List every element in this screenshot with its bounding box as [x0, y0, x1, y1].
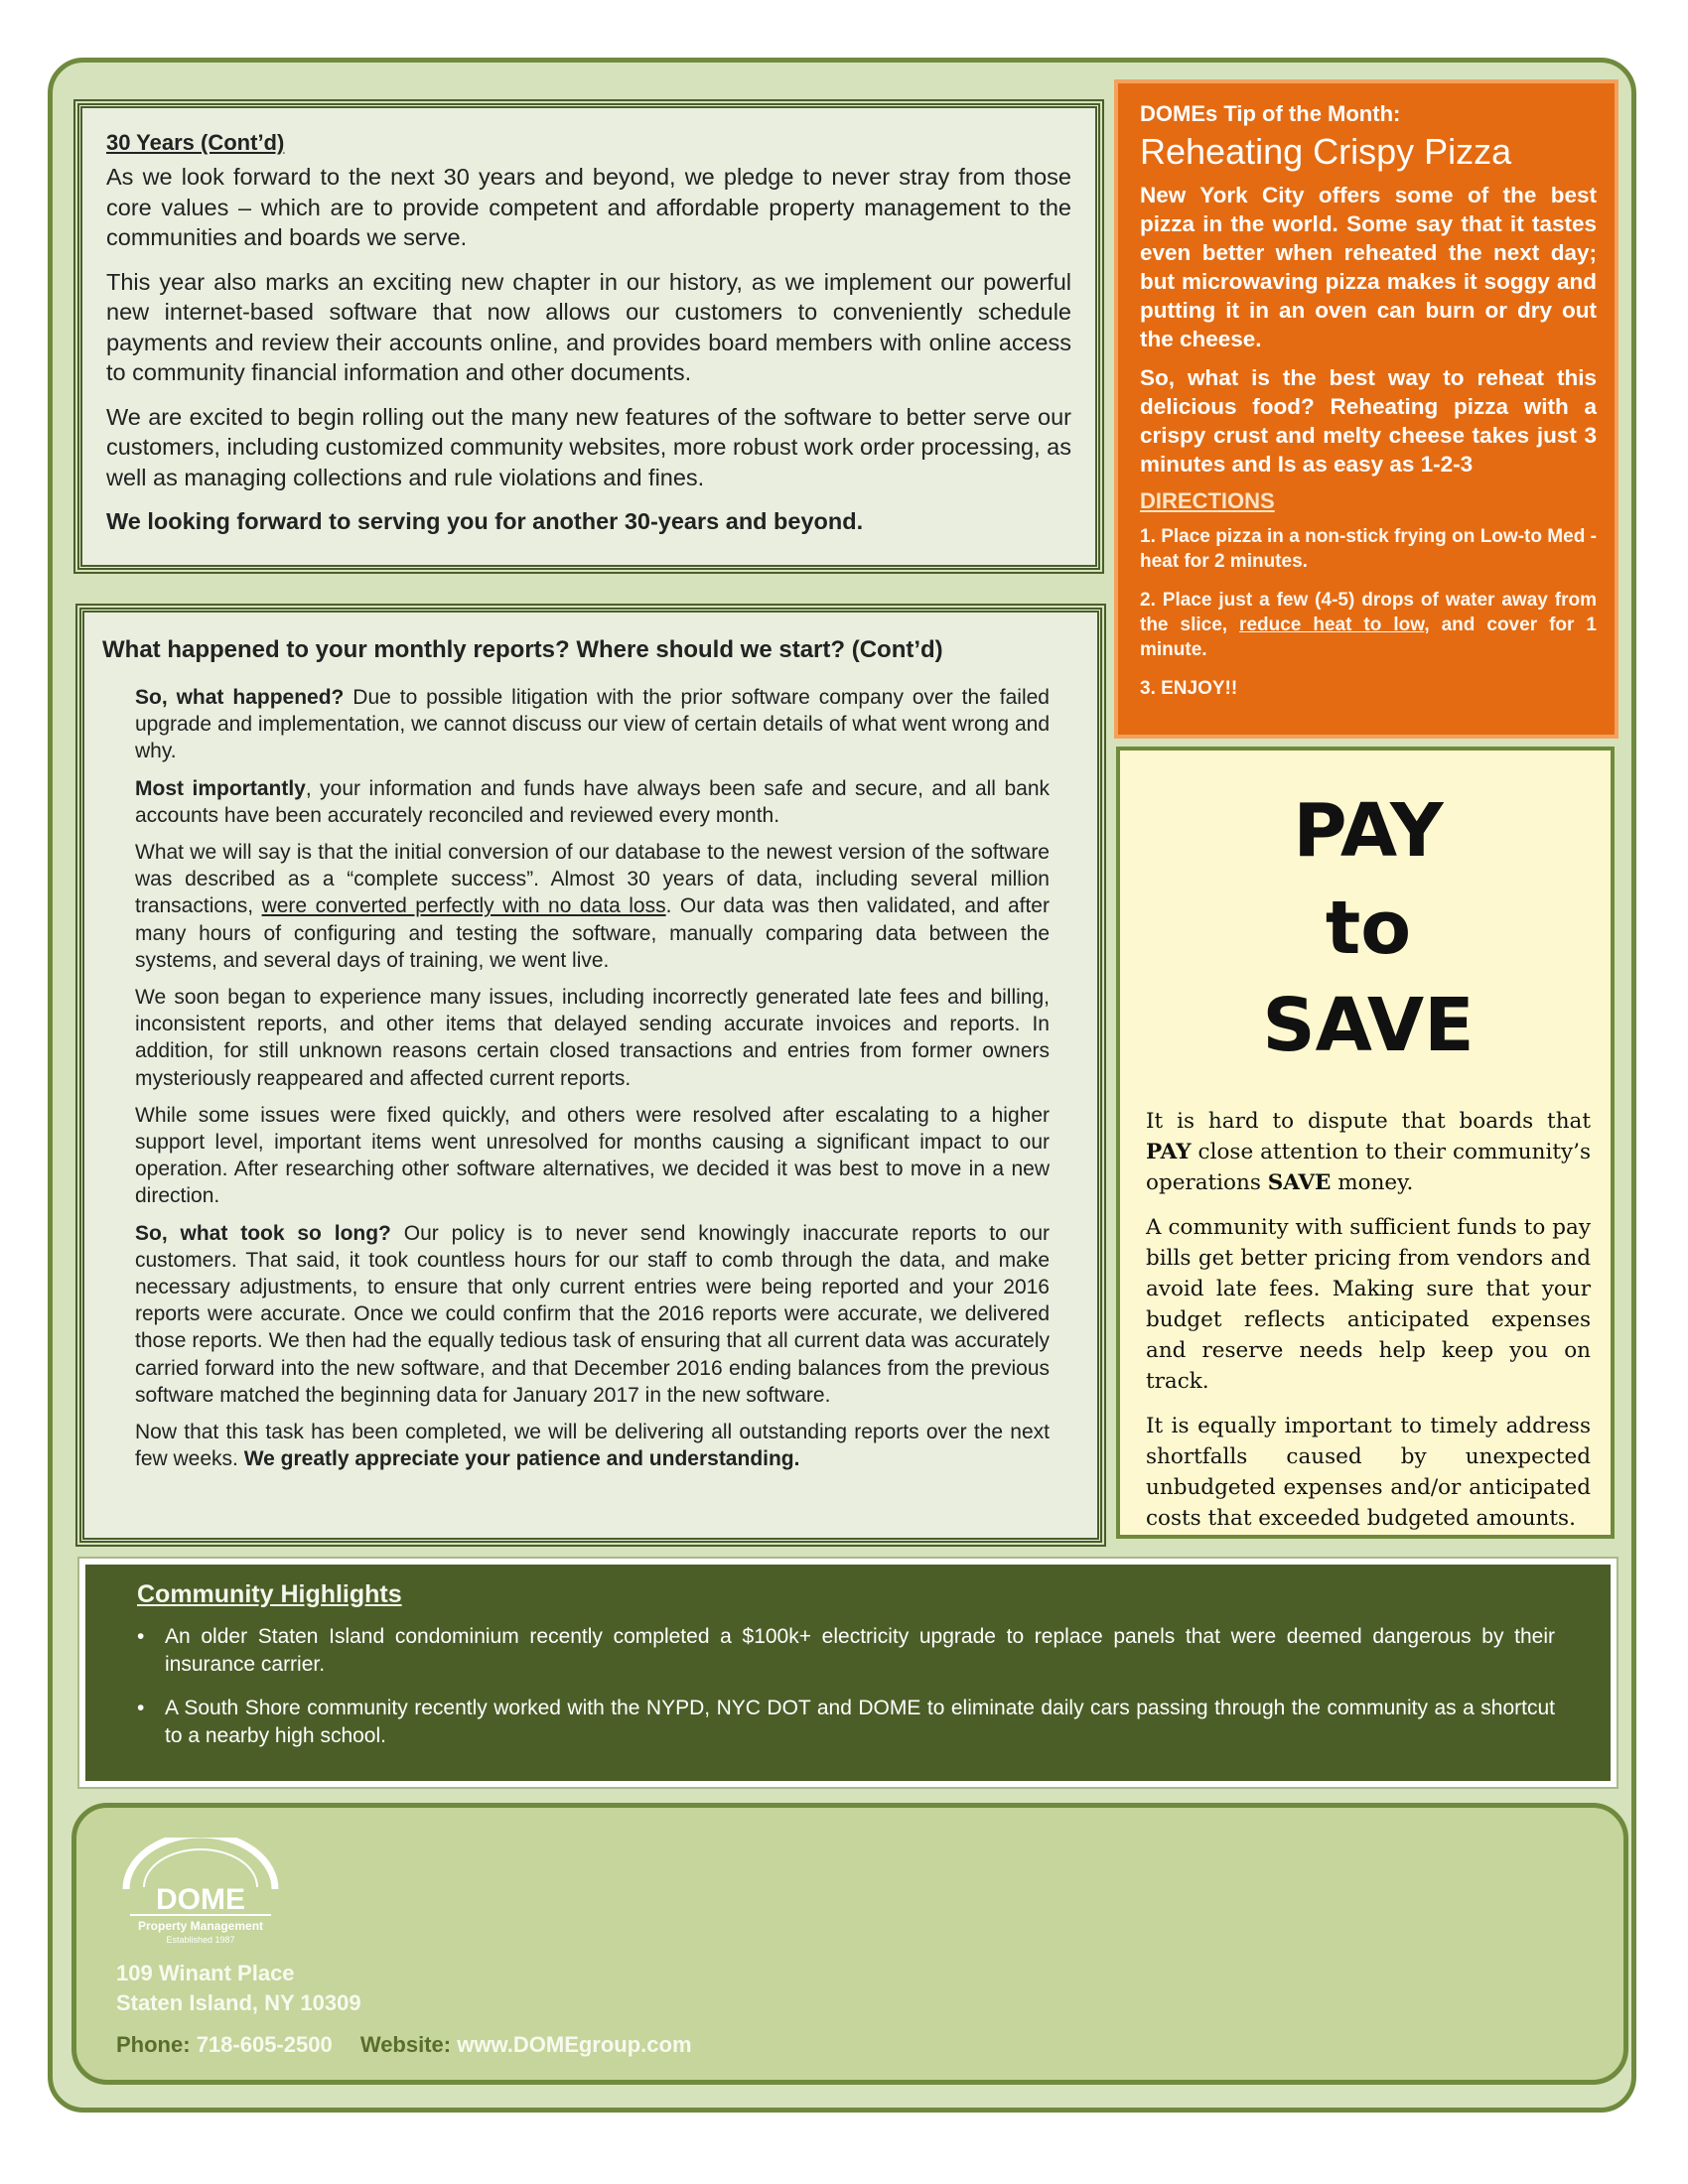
pay-paragraph: A community with sufficient funds to pay bills get better pricing from vendors and avoid late fees. Making sure that your budget reflects anticipated expenses and reserve needs help keep you on track.	[1146, 1215, 1591, 1394]
website-label: Website:	[359, 2032, 452, 2057]
directions-heading: DIRECTIONS	[1140, 488, 1275, 513]
website-link[interactable]: www.DOMEgroup.com	[457, 2032, 692, 2057]
thirty-years-heading: 30 Years (Cont’d)	[106, 130, 285, 155]
reports-paragraph: We soon began to experience many issues, including incorrectly generated late fees and billing, inconsistent reports, and other items that delayed sending accurate invoices and reports. In addition, for still unknown reasons certain closed transactions and entries from former owners mysteriously reappeared and affected current reports.	[135, 986, 1050, 1090]
reports-lead: Most importantly	[135, 776, 306, 800]
reports-paragraph	[135, 1220, 1050, 1409]
reports-paragraph	[135, 775, 1050, 829]
highlights-list	[137, 1623, 1555, 1750]
tip-paragraph: New York City offers some of the best pizza in the world. Some say that it tastes even better when reheated the next day; but microwaving pizza makes it soggy and putting it in an oven can burn or dry out the cheese.	[1140, 183, 1597, 351]
address-block	[116, 1959, 361, 2018]
community-highlights-section	[79, 1559, 1617, 1787]
reports-paragraph: While some issues were fixed quickly, and others were resolved after escalating to a higher support level, important items went unresolved for months causing a significant impact to our operation. After researching other software alternatives, we decided it was best to move in a new direction.	[135, 1103, 1050, 1208]
pay-text: It is hard to dispute that boards that	[1146, 1109, 1591, 1134]
reports-text: What we will say is that the initial conversion of our database to the newest version of the software was described as a “complete success”. Almost 30 years of data, including several million transactions,	[135, 841, 1050, 918]
thirty-years-paragraph: As we look forward to the next 30 years and beyond, we pledge to never stray from those core values – which are to provide competent and affordable property management to the communities and boards we serve.	[106, 164, 1071, 250]
footer-section	[71, 1803, 1628, 2085]
list-item	[137, 1623, 1555, 1679]
highlight-text: A South Shore community recently worked with the NYPD, NYC DOT and DOME to eliminate daily cars passing through the community as a shortcut to a nearby high school.	[165, 1697, 1555, 1747]
dome-inner-arc-icon	[144, 1849, 257, 1887]
highlight-text: An older Staten Island condominium recently completed a $100k+ electricity upgrade to replace panels that were deemed dangerous by their insurance carrier.	[165, 1625, 1555, 1676]
bullet-icon: •	[137, 1625, 145, 1648]
reports-text: , your information and funds have always been safe and secure, and all bank accounts have been accurately reconciled and reviewed every month.	[135, 776, 1051, 827]
logo-name: DOME	[156, 1883, 245, 1916]
dome-logo	[116, 1838, 285, 1947]
reports-title: What happened to your monthly reports? Where should we start? (Cont’d)	[102, 636, 943, 663]
reports-text: . Our data was then validated, and after many hours of configuring and testing the software, manually comparing data between the systems, and several days of training, we went live.	[135, 894, 1050, 972]
direction-step: 3. ENJOY!!	[1140, 678, 1238, 699]
pay-emphasis: PAY	[1146, 1140, 1192, 1164]
pay-text: close attention to their community’s operations	[1146, 1140, 1591, 1195]
reports-text: Now that this task has been completed, we will be delivering all outstanding reports over the next few weeks.	[135, 1421, 1050, 1471]
headline-line: to	[1325, 886, 1412, 971]
pay-to-save-headline	[1146, 782, 1591, 1074]
step-text: 2. Place just a few (4-5) drops of water away from the slice,	[1140, 590, 1597, 635]
pay-paragraph	[1146, 1106, 1591, 1198]
pay-paragraph: It is equally important to timely address shortfalls caused by unexpected unbudgeted expenses and/or anticipated costs that exceeded budgeted amounts.	[1146, 1414, 1591, 1531]
contact-line	[116, 2032, 692, 2058]
reports-paragraph	[135, 1419, 1050, 1472]
address-line: 109 Winant Place	[116, 1961, 295, 1985]
tip-title: Reheating Crispy Pizza	[1140, 131, 1512, 172]
phone-number: 718-605-2500	[196, 2032, 333, 2057]
reports-paragraph	[135, 684, 1050, 765]
thirty-years-paragraph: This year also marks an exciting new chapter in our history, as we implement our powerful new internet-based software that now allows our customers to conveniently schedule payments and review their accounts online, and provides board members with online access to community financial information and other documents.	[106, 268, 1071, 385]
monthly-reports-section	[79, 608, 1102, 1543]
direction-step: 1. Place pizza in a non-stick frying on Low-to Med - heat for 2 minutes.	[1140, 526, 1597, 572]
tip-kicker: DOMEs Tip of the Month:	[1140, 101, 1401, 126]
logo-established: Established 1987	[166, 1935, 235, 1945]
list-item	[137, 1695, 1555, 1750]
thirty-years-section	[77, 103, 1100, 570]
step-text: , and cover for 1 minute.	[1140, 614, 1597, 660]
headline-line: SAVE	[1262, 983, 1475, 1068]
step-underlined: reduce heat to low	[1239, 614, 1425, 635]
reports-text: Due to possible litigation with the prior software company over the failed upgrade and implementation, we cannot discuss our view of certain details of what went wrong and why.	[135, 686, 1050, 763]
thirty-years-paragraph: We are excited to begin rolling out the many new features of the software to better serve our customers, including customized community websites, more robust work order processing, as well as managing collections and rule violations and fines.	[106, 403, 1071, 490]
tip-of-month-section	[1114, 79, 1618, 739]
bullet-icon: •	[137, 1697, 145, 1719]
direction-step	[1140, 588, 1597, 662]
thirty-years-closing: We looking forward to serving you for another 30-years and beyond.	[106, 508, 864, 534]
reports-text: Our policy is to never send knowingly inaccurate reports to our customers. That said, it took countless hours for our staff to comb through the data, and make necessary adjustments, to ensure that only current entries were being reported and your 2016 reports were accurate. Once we could confirm that the 2016 reports were accurate, we delivered those reports. We then had the equally tedious task of ensuring that all current data was accurately carried forward into the new software, and that December 2016 ending balances from the previous software matched the beginning data for January 2017 in the new software.	[135, 1221, 1051, 1407]
highlights-title: Community Highlights	[137, 1580, 402, 1608]
phone-label: Phone:	[116, 2032, 191, 2057]
pay-to-save-section	[1116, 747, 1615, 1539]
address-line: Staten Island, NY 10309	[116, 1990, 361, 2015]
tip-paragraph: So, what is the best way to reheat this delicious food? Reheating pizza with a crispy crust and melty cheese takes just 3 minutes and Is as easy as 1-2-3	[1140, 365, 1597, 477]
pay-text: money.	[1331, 1170, 1414, 1195]
reports-closing: We greatly appreciate your patience and understanding.	[243, 1447, 800, 1471]
reports-lead: So, what happened?	[135, 686, 345, 709]
logo-subtitle: Property Management	[137, 1919, 264, 1933]
headline-line: PAY	[1293, 788, 1444, 874]
reports-underlined: were converted perfectly with no data loss	[261, 894, 666, 918]
save-emphasis: SAVE	[1267, 1170, 1332, 1195]
dome-arc-icon	[126, 1838, 275, 1889]
reports-lead: So, what took so long?	[135, 1221, 391, 1245]
reports-paragraph	[135, 839, 1050, 974]
